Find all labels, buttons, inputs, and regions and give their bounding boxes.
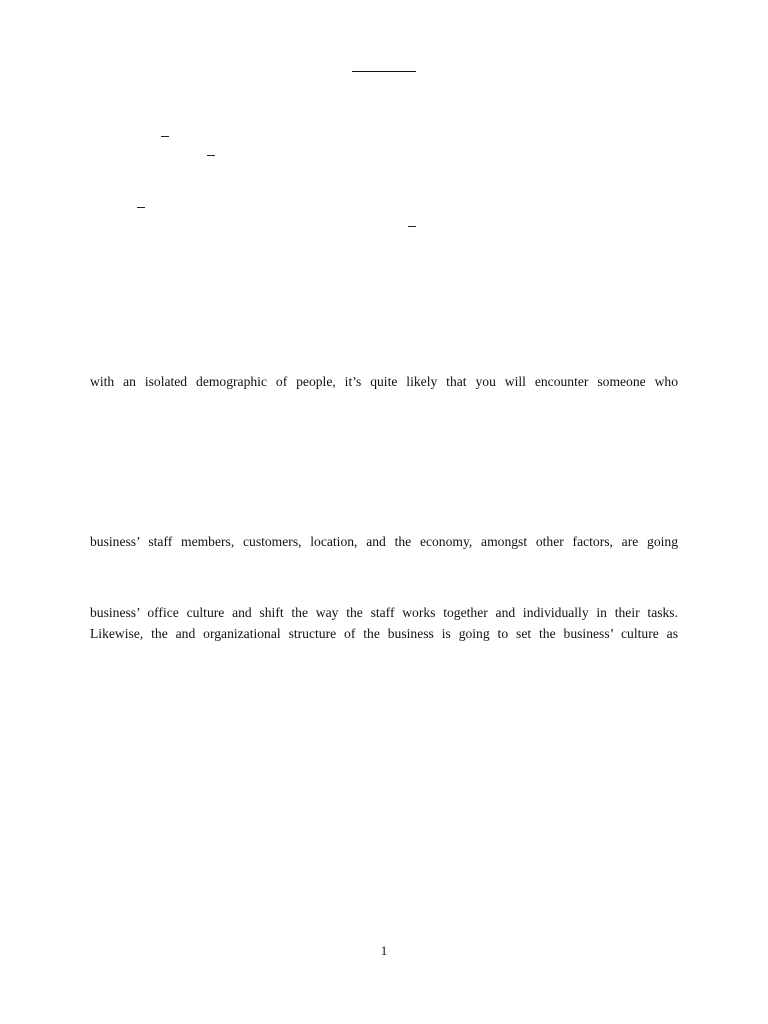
body-text-line: business’ office culture and shift the way the staff works together and individually in their tasks.	[90, 605, 678, 620]
body-text-line: business’ staff members, customers, location, and the economy, amongst other factors, are going	[90, 534, 678, 549]
dash-mark	[207, 155, 215, 156]
dash-mark	[161, 136, 169, 137]
body-text-line: Likewise, the and organizational structure of the business is going to set the business’ culture as	[90, 626, 678, 641]
page-number: 1	[380, 943, 388, 958]
title-underline	[352, 71, 416, 72]
dash-mark	[137, 207, 145, 208]
body-text-line: with an isolated demographic of people, it’s quite likely that you will encounter someone who	[90, 374, 678, 389]
dash-mark	[408, 226, 416, 227]
